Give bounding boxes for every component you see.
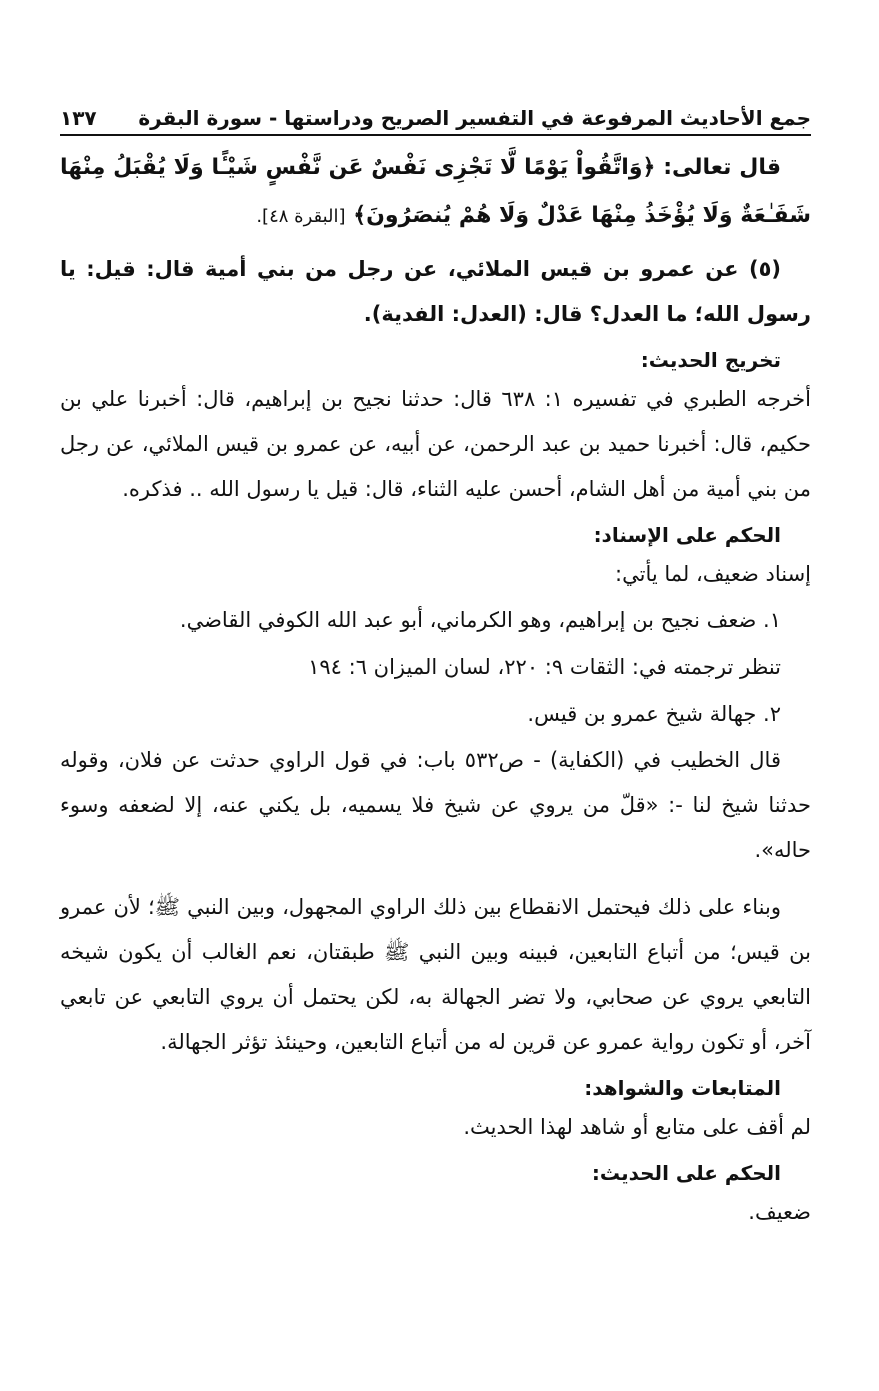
khatib-quote: قال الخطيب في (الكفاية) - ص٥٣٢ باب: في قول الراوي حدثت عن فلان، وقوله حدثنا شيخ لنا -: «قلّ من يروي عن شيخ فلا يسميه، بل يكني عنه، إلا لضعفه وسوء حاله». bbox=[60, 748, 811, 862]
mutabaat-text: لم أقف على متابع أو شاهد لهذا الحديث. bbox=[463, 1115, 811, 1139]
page-number: ١٣٧ bbox=[60, 106, 97, 130]
takhrij-text: أخرجه الطبري في تفسيره ١: ٦٣٨ قال: حدثنا نجيح بن إبراهيم، قال: أخبرنا علي بن حكيم، قال: أخبرنا حميد بن عبد الرحمن، عن أبيه، عن عمرو بن قيس الملائي، عن رجل من بني أمية من أهل الشام، أحسن عليه الثناء، قال: قيل يا رسول الله .. فذكره. bbox=[60, 387, 811, 501]
document-page bbox=[60, 100, 811, 1351]
document-body bbox=[60, 144, 811, 1235]
hukm-text: ضعيف. bbox=[748, 1200, 811, 1224]
running-header bbox=[60, 100, 811, 136]
quran-verse bbox=[60, 144, 811, 241]
isnad-conclusion: وبناء على ذلك فيحتمل الانقطاع بين ذلك الراوي المجهول، وبين النبي ﷺ؛ لأن عمرو بن قيس؛ من أتباع التابعين، فبينه وبين النبي ﷺ طبقتان، نعم الغالب أن يكون شيخه التابعي يروي عن صحابي، ولا تضر الجهالة به، لكن يحتمل أن يروي التابعي عن تابعي آخر، أو تكون رواية عمرو عن قرين له من أتباع التابعين، وحينئذ تؤثر الجهالة. bbox=[60, 895, 811, 1054]
takhrij-heading: تخريج الحديث: bbox=[640, 348, 781, 372]
isnad-item-1-reference: تنظر ترجمته في: الثقات ٩: ٢٢٠، لسان الميزان ٦: ١٩٤ bbox=[308, 655, 781, 679]
isnad-intro: إسناد ضعيف، لما يأتي: bbox=[615, 562, 811, 586]
hukm-heading: الحكم على الحديث: bbox=[591, 1161, 781, 1185]
header-title: جمع الأحاديث المرفوعة في التفسير الصريح ودراستها - سورة البقرة bbox=[138, 106, 811, 130]
isnad-heading: الحكم على الإسناد: bbox=[593, 523, 781, 547]
hadith-text: (٥) عن عمرو بن قيس الملائي، عن رجل من بني أمية قال: قيل: يا رسول الله؛ ما العدل؟ قال: (العدل: الفدية). bbox=[60, 257, 811, 326]
verse-reference: [البقرة ٤٨]. bbox=[256, 206, 346, 227]
verse-text: قال تعالى: ﴿وَاتَّقُواْ يَوْمًا لَّا تَجْزِى نَفْسٌ عَن نَّفْسٍ شَيْـًٔا وَلَا يُقْبَلُ مِنْهَا شَفَـٰعَةٌ وَلَا يُؤْخَذُ مِنْهَا عَدْلٌ وَلَا هُمْ يُنصَرُونَ﴾ bbox=[60, 155, 811, 228]
isnad-item-1: ١. ضعف نجيح بن إبراهيم، وهو الكرماني، أبو عبد الله الكوفي القاضي. bbox=[179, 608, 781, 632]
isnad-item-2: ٢. جهالة شيخ عمرو بن قيس. bbox=[527, 702, 781, 726]
mutabaat-heading: المتابعات والشواهد: bbox=[584, 1076, 781, 1100]
